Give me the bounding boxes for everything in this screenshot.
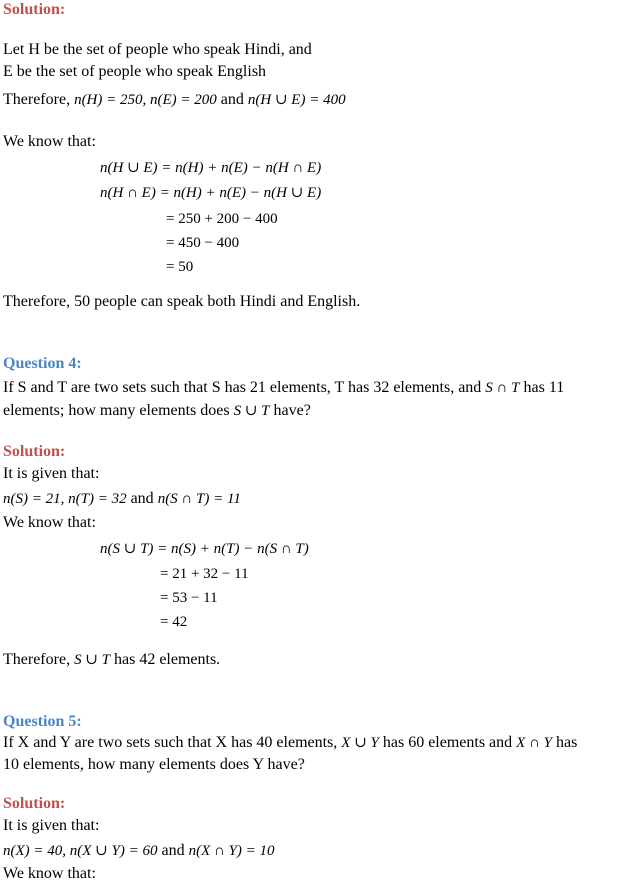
given-expression: n(X) = 40, n(X ∪ Y) = 60 — [3, 843, 158, 859]
and-word: and — [220, 91, 244, 108]
solution-heading: Solution: — [3, 443, 66, 460]
conclusion-text: Therefore, S ∪ T has 42 elements. — [3, 651, 221, 668]
equation-line: = 53 − 11 — [160, 590, 218, 606]
question-text-line: elements; how many elements does S ∪ T have? — [3, 402, 311, 419]
and-word: and — [130, 490, 154, 507]
given-expression: n(S) = 21, n(T) = 32 — [3, 491, 127, 507]
equation-line: n(H ∪ E) = n(H) + n(E) − n(H ∩ E) — [100, 160, 322, 176]
given-expression: n(H ∪ E) = 400 — [247, 92, 346, 108]
we-know-label: We know that: — [3, 514, 96, 531]
question-text-line: 10 elements, how many elements does Y have? — [3, 756, 305, 773]
question-text-line: If S and T are two sets such that S has 21 elements, T has 32 elements, and S ∩ T has 11 — [3, 379, 565, 396]
equation-line: = 450 − 400 — [166, 235, 240, 251]
solution-heading: Solution: — [3, 1, 66, 18]
given-expression: n(X ∩ Y) = 10 — [188, 843, 275, 859]
and-word: and — [161, 842, 185, 859]
given-intro: It is given that: — [3, 817, 100, 834]
solution-text-line: Let H be the set of people who speak Hindi, and — [3, 41, 312, 58]
set-expression: X ∩ Y — [516, 735, 552, 751]
given-expression: n(H) = 250, n(E) = 200 — [74, 92, 217, 108]
equation-line: = 21 + 32 − 11 — [160, 566, 249, 582]
therefore-word: Therefore, — [3, 91, 71, 108]
we-know-label: We know that: — [3, 133, 96, 150]
equation-line: n(H ∩ E) = n(H) + n(E) − n(H ∪ E) — [100, 185, 322, 201]
question-heading: Question 4: — [3, 355, 82, 372]
question-text-line: If X and Y are two sets such that X has 40 elements, X ∪ Y has 60 elements and X ∩ Y has — [3, 734, 578, 751]
given-intro: It is given that: — [3, 465, 100, 482]
given-values-line — [3, 841, 275, 861]
we-know-label: We know that: — [3, 865, 96, 882]
given-values-line — [3, 90, 346, 110]
given-expression: n(S ∩ T) = 11 — [157, 491, 241, 507]
given-values-line — [3, 489, 241, 509]
conclusion-text: Therefore, 50 people can speak both Hindi and English. — [3, 293, 361, 310]
set-expression: X ∪ Y — [341, 735, 379, 751]
set-expression: S ∪ T — [74, 652, 110, 668]
question-heading: Question 5: — [3, 713, 82, 730]
set-expression: S ∩ T — [485, 380, 520, 396]
equation-line: = 250 + 200 − 400 — [166, 211, 278, 227]
equation-line: = 50 — [166, 259, 194, 275]
solution-heading: Solution: — [3, 795, 66, 812]
set-expression: S ∪ T — [233, 403, 270, 419]
solution-text-line: E be the set of people who speak English — [3, 63, 267, 80]
equation-line: = 42 — [160, 614, 188, 630]
equation-line: n(S ∪ T) = n(S) + n(T) − n(S ∩ T) — [100, 541, 309, 557]
